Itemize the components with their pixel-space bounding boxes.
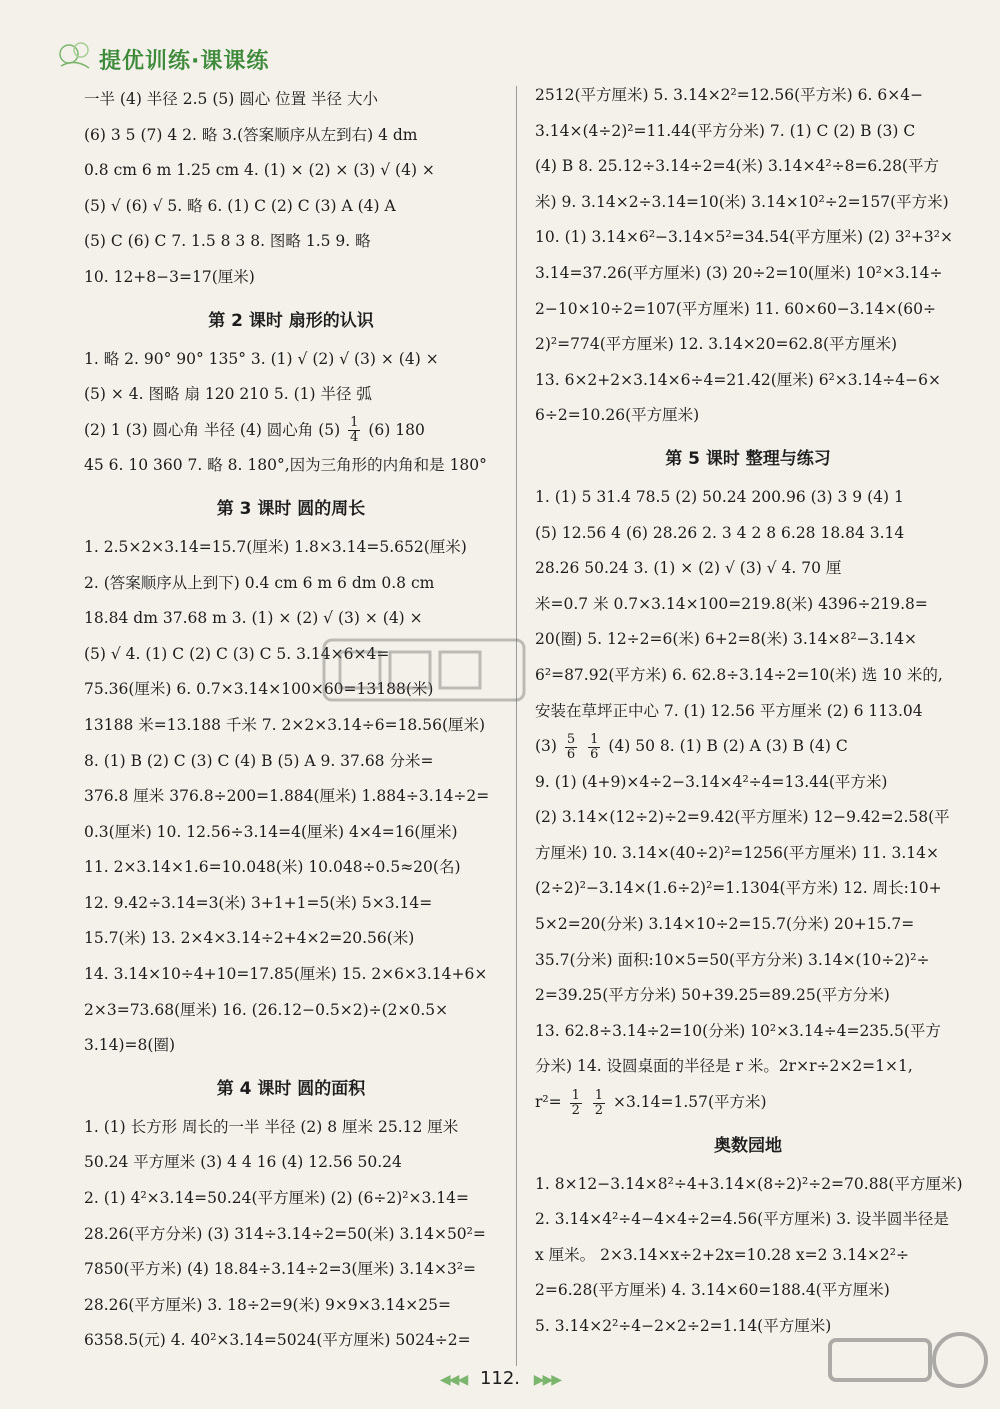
fraction-denominator: 2 <box>594 1102 604 1118</box>
answer-line: 13188 米=13.188 千米 7. 2×2×3.14÷6=18.56(厘米) <box>84 715 486 734</box>
fraction-line-prefix: (3) <box>535 737 557 756</box>
answer-line: 0.3(厘米) 10. 12.56÷3.14=4(厘米) 4×4=16(厘米) <box>84 822 458 841</box>
fraction-denominator: 6 <box>566 746 576 762</box>
fraction-numerator: 1 <box>350 415 359 431</box>
page-number: 112. <box>479 1368 521 1389</box>
answer-line: 11. 2×3.14×1.6=10.048(米) 10.048÷0.5≈20(名) <box>84 858 461 877</box>
answer-line: 2)²=774(平方厘米) 12. 3.14×20=62.8(平方厘米) <box>535 335 898 354</box>
answer-line-fraction <box>84 413 498 449</box>
section-heading: 奥数园地 <box>714 1135 782 1156</box>
page-footer <box>0 1368 1000 1389</box>
fraction-numerator: 1 <box>590 731 599 747</box>
answer-line: 2512(平方厘米) 5. 3.14×2²=12.56(平方米) 6. 6×4− <box>535 86 924 104</box>
answer-line: 6÷2=10.26(平方厘米) <box>535 406 700 425</box>
answer-line: 75.36(厘米) 6. 0.7×3.14×100×60=13188(米) <box>84 680 434 699</box>
answer-line: (5) √ (6) √ 5. 略 6. (1) C (2) C (3) A (4) A <box>84 196 396 215</box>
fraction-numerator: 1 <box>571 1087 580 1103</box>
answer-line: 3.14=37.26(平方厘米) (3) 20÷2=10(厘米) 10²×3.14÷ <box>535 263 943 282</box>
answer-line: 6²=87.92(平方米) 6. 62.8÷3.14÷2=10(米) 选 10 米的, <box>535 665 943 684</box>
answer-line: (5) × 4. 图略 扇 120 210 5. (1) 半径 弧 <box>84 385 372 404</box>
section-heading: 第 2 课时 扇形的认识 <box>208 310 374 331</box>
answer-line: 20(圈) 5. 12÷2=6(米) 6+2=8(米) 3.14×8²−3.14× <box>535 630 918 649</box>
left-column <box>84 82 498 1359</box>
answer-line: 10. (1) 3.14×6²−3.14×5²=34.54(平方厘米) (2) 3²+3²× <box>535 228 953 247</box>
answer-line: 一半 (4) 半径 2.5 (5) 圆心 位置 半径 大小 <box>84 90 378 108</box>
answer-line: 3.14)=8(圈) <box>84 1036 176 1055</box>
answer-line: 2−10×10÷2=107(平方厘米) 11. 60×60−3.14×(60÷ <box>535 299 936 318</box>
answer-line: (2÷2)²−3.14×(1.6÷2)²=1.1304(平方米) 12. 周长:10+ <box>535 879 942 898</box>
answer-line: 2=6.28(平方厘米) 4. 3.14×60=188.4(平方厘米) <box>535 1281 890 1300</box>
answer-line: 6358.5(元) 4. 40²×3.14=5024(平方厘米) 5024÷2= <box>84 1331 471 1350</box>
answer-line-fraction <box>535 1085 961 1121</box>
answer-line: 7850(平方米) (4) 18.84÷3.14÷2=3(厘米) 3.14×3²= <box>84 1260 477 1279</box>
section-heading: 第 5 课时 整理与练习 <box>665 448 831 469</box>
answer-line: 1. (1) 长方形 周长的一半 半径 (2) 8 厘米 25.12 厘米 <box>84 1117 459 1136</box>
answer-line: 米=0.7 米 0.7×3.14×100=219.8(米) 4396÷219.8= <box>535 594 928 613</box>
answer-line: 28.26(平方厘米) 3. 18÷2=9(米) 9×9×3.14×25= <box>84 1295 451 1314</box>
answer-line: 1. (1) 5 31.4 78.5 (2) 50.24 200.96 (3) 3 9 (4) 1 <box>535 487 904 506</box>
answer-line: 2. (答案顺序从上到下) 0.4 cm 6 m 6 dm 0.8 cm <box>84 573 435 592</box>
section-heading: 第 3 课时 圆的周长 <box>216 498 366 519</box>
answer-line: (2) 3.14×(12÷2)÷2=9.42(平方厘米) 12−9.42=2.58(平 <box>535 808 950 827</box>
answer-line: 15.7(米) 13. 2×4×3.14÷2+4×2=20.56(米) <box>84 929 415 948</box>
section-heading: 第 4 课时 圆的面积 <box>216 1078 366 1099</box>
answer-line: 米) 9. 3.14×2÷3.14=10(米) 3.14×10²÷2=157(平方米) <box>535 192 949 211</box>
answer-line: 18.84 dm 37.68 m 3. (1) × (2) √ (3) × (4) × <box>84 609 423 628</box>
answer-line: (5) C (6) C 7. 1.5 8 3 8. 图略 1.5 9. 略 <box>84 232 371 251</box>
answer-line: x 厘米。 2×3.14×x÷2+2x=10.28 x=2 3.14×2²÷ <box>535 1245 909 1264</box>
watermark-stamp <box>320 630 580 720</box>
answer-line: 2=39.25(平方分米) 50+39.25=89.25(平方分米) <box>535 986 890 1005</box>
left-arrows-icon: ◀◀◀ <box>439 1372 467 1388</box>
answer-line: 0.8 cm 6 m 1.25 cm 4. (1) × (2) × (3) √ (4) × <box>84 161 435 180</box>
answer-line: 376.8 厘米 376.8÷200=1.884(厘米) 1.884÷3.14÷2= <box>84 787 490 806</box>
answer-line: 1. 略 2. 90° 90° 135° 3. (1) √ (2) √ (3) × (4) × <box>84 349 439 368</box>
answer-line: 50.24 平方厘米 (3) 4 4 16 (4) 12.56 50.24 <box>84 1153 402 1172</box>
answer-line: 35.7(分米) 面积:10×5=50(平方分米) 3.14×(10÷2)²÷ <box>535 950 930 969</box>
page-header <box>55 38 355 78</box>
answer-line: (4) B 8. 25.12÷3.14÷2=4(米) 3.14×4²÷8=6.28(平方 <box>535 157 939 176</box>
fraction <box>565 733 577 762</box>
leaf-logo-icon <box>55 38 95 74</box>
fraction-denominator: 6 <box>590 746 599 762</box>
answer-line: 5. 3.14×2²÷4−2×2÷2=1.14(平方厘米) <box>535 1317 832 1335</box>
answer-line-fraction <box>535 729 961 765</box>
answer-line: 13. 62.8÷3.14÷2=10(分米) 10²×3.14÷4=235.5(平方 <box>535 1021 941 1040</box>
fraction-numerator: 1 <box>594 1087 604 1103</box>
answer-line: 1. 8×12−3.14×8²÷4+3.14×(8÷2)²÷2=70.88(平方厘米) <box>535 1174 963 1193</box>
book-title: 提优训练·课课练 <box>99 49 270 74</box>
fraction-line-prefix: r²= <box>535 1093 562 1112</box>
column-divider <box>516 86 517 1366</box>
answer-line: 12. 9.42÷3.14=3(米) 3+1+1=5(米) 5×3.14= <box>84 893 433 912</box>
answer-line: 14. 3.14×10÷4+10=17.85(厘米) 15. 2×6×3.14+6× <box>84 965 488 984</box>
section-1-answers <box>84 82 498 296</box>
right-column <box>535 78 961 1345</box>
answer-line: 45 6. 10 360 7. 略 8. 180°,因为三角形的内角和是 180° <box>84 456 487 475</box>
answer-line: (5) √ 4. (1) C (2) C (3) C 5. 3.14×6×4= <box>84 644 390 663</box>
answer-line: 2. (1) 4²×3.14=50.24(平方厘米) (2) (6÷2)²×3.14= <box>84 1189 469 1208</box>
right-arrows-icon: ▶▶▶ <box>533 1372 561 1388</box>
answer-line: 方厘米) 10. 3.14×(40÷2)²=1256(平方厘米) 11. 3.14× <box>535 843 939 862</box>
answer-line: 13. 6×2+2×3.14×6÷4=21.42(厘米) 6²×3.14÷4−6× <box>535 370 941 389</box>
fraction-line-suffix: ×3.14=1.57(平方米) <box>613 1093 767 1112</box>
answer-line: 2. 3.14×4²÷4−4×4÷2=4.56(平方厘米) 3. 设半圆半径是 <box>535 1210 949 1229</box>
fraction <box>348 416 360 445</box>
fraction <box>593 1089 605 1118</box>
answer-line: 10. 12+8−3=17(厘米) <box>84 267 255 286</box>
answer-line: 2×3=73.68(厘米) 16. (26.12−0.5×2)÷(2×0.5× <box>84 1000 449 1019</box>
answer-line: 分米) 14. 设圆桌面的半径是 r 米。2r×r÷2×2=1×1, <box>535 1057 913 1076</box>
answer-line: 9. (1) (4+9)×4÷2−3.14×4²÷4=13.44(平方米) <box>535 772 888 791</box>
answer-line: 安装在草坪正中心 7. (1) 12.56 平方厘米 (2) 6 113.04 <box>535 701 923 720</box>
answer-line: 3.14×(4÷2)²=11.44(平方分米) 7. (1) C (2) B (3) C <box>535 121 916 140</box>
fraction <box>588 733 600 762</box>
fraction-denominator: 2 <box>571 1102 580 1118</box>
answer-line: 28.26(平方分米) (3) 314÷3.14÷2=50(米) 3.14×50²= <box>84 1224 486 1243</box>
fraction <box>570 1089 582 1118</box>
answer-line: 5×2=20(分米) 3.14×10÷2=15.7(分米) 20+15.7= <box>535 915 915 934</box>
fraction-numerator: 5 <box>566 731 576 747</box>
answer-line: (5) 12.56 4 (6) 28.26 2. 3 4 2 8 6.28 18.84 3.14 <box>535 523 905 542</box>
fraction-line-prefix: (2) 1 (3) 圆心角 半径 (4) 圆心角 (5) <box>84 420 341 439</box>
answer-line: (6) 3 5 (7) 4 2. 略 3.(答案顺序从左到右) 4 dm <box>84 125 418 144</box>
answer-line: 8. (1) B (2) C (3) C (4) B (5) A 9. 37.68 分米= <box>84 751 434 770</box>
fraction-line-suffix: (6) 180 <box>368 420 425 439</box>
fraction-denominator: 4 <box>350 430 359 446</box>
answer-line: 1. 2.5×2×3.14=15.7(厘米) 1.8×3.14=5.652(厘米) <box>84 537 467 556</box>
fraction-line-suffix: (4) 50 8. (1) B (2) A (3) B (4) C <box>608 737 848 756</box>
answer-line: 28.26 50.24 3. (1) × (2) √ (3) √ 4. 70 厘 <box>535 559 842 578</box>
